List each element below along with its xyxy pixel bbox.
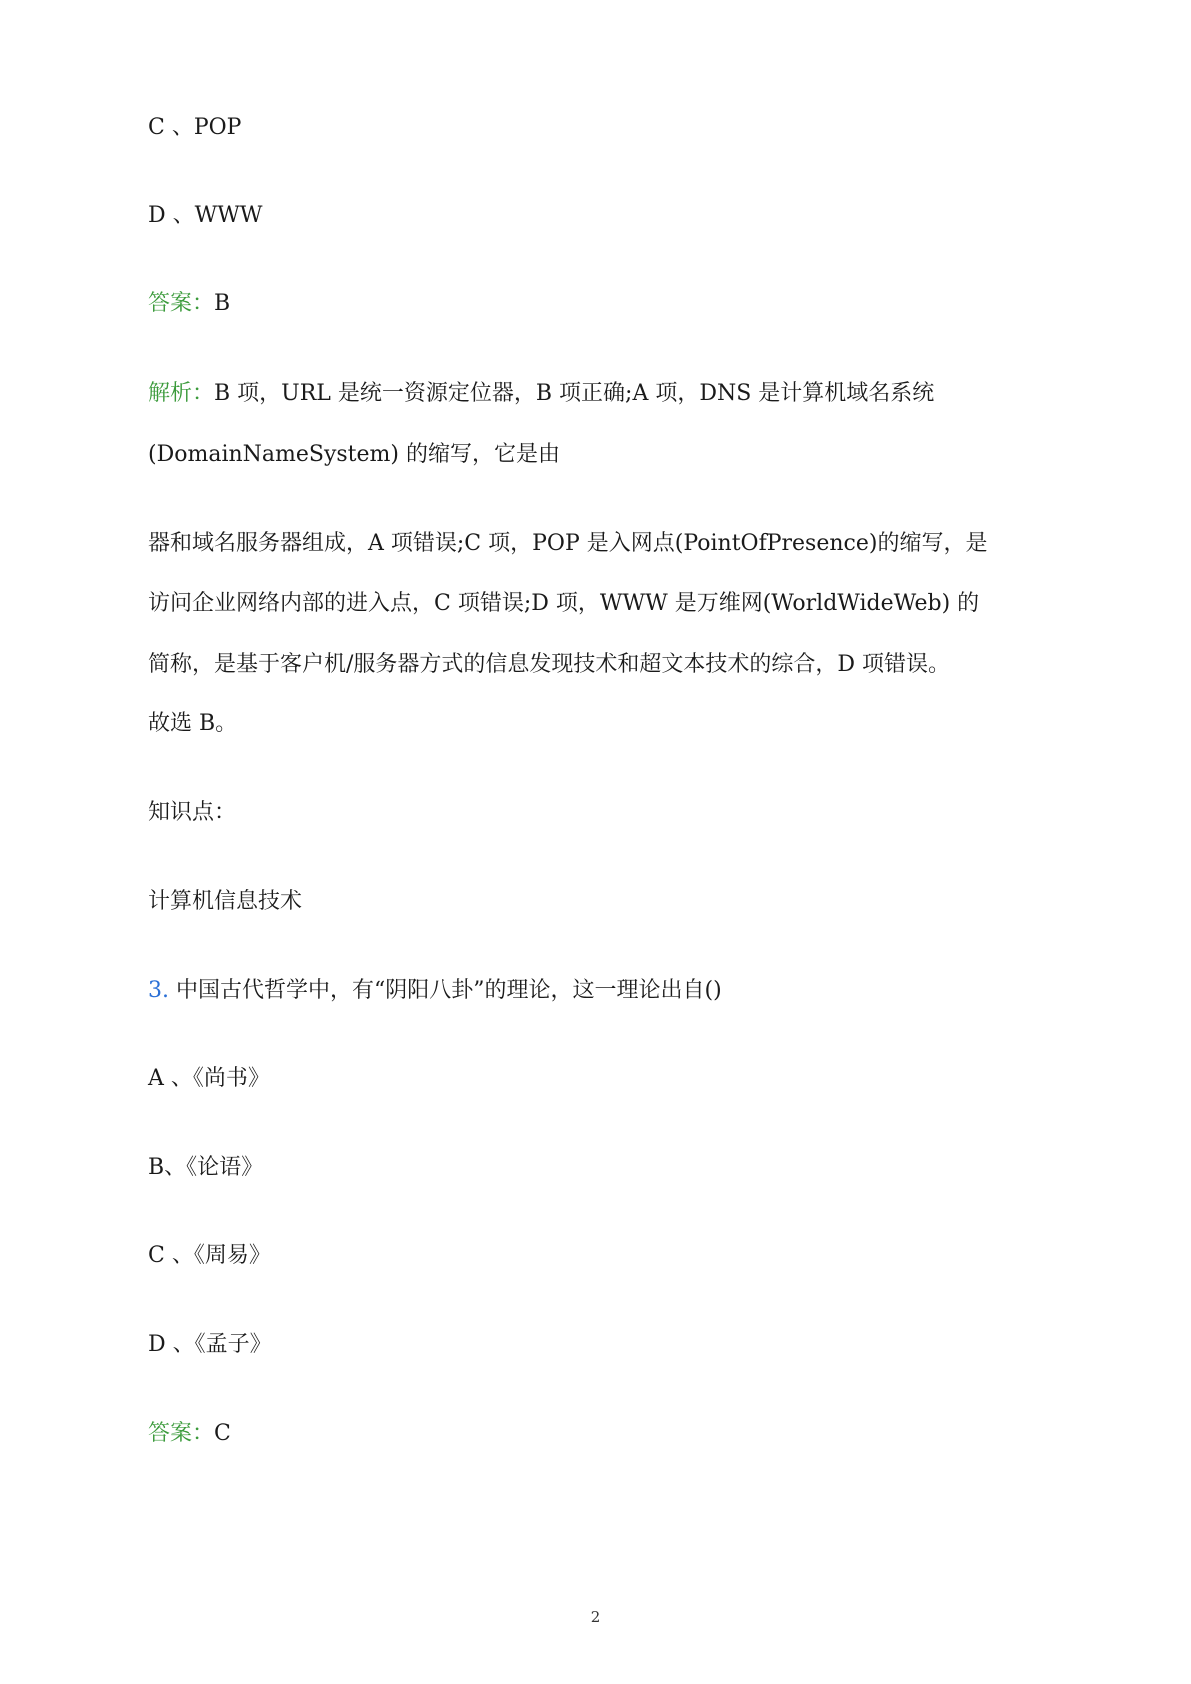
q3-answer-value: C: [214, 1421, 231, 1446]
q2-option-c: C 、POP: [148, 115, 242, 140]
q3-answer: [148, 1420, 231, 1448]
q2-answer-value: B: [214, 291, 231, 316]
q2-analysis-line-4: 访问企业网络内部的进入点，C 项错误;D 项，WWW 是万维网(WorldWideWeb) 的: [148, 591, 980, 616]
q2-analysis-label: 解析：: [148, 381, 215, 406]
q3-question: [148, 977, 722, 1005]
q2-knowledge-label: 知识点：: [148, 800, 237, 825]
q2-analysis-line-3: 器和域名服务器组成，A 项错误;C 项，POP 是入网点(PointOfPresence)的缩写，是: [148, 531, 988, 556]
q2-analysis-line-5: 简称，是基于客户机/服务器方式的信息发现技术和超文本技术的综合，D 项错误。: [148, 652, 951, 677]
q2-answer-label: 答案：: [148, 291, 215, 316]
q2-knowledge-value: 计算机信息技术: [148, 889, 303, 914]
q2-analysis-text-1: B 项，URL 是统一资源定位器，B 项正确;A 项，DNS 是计算机域名系统: [214, 381, 935, 406]
q2-analysis-line-2: (DomainNameSystem) 的缩写，它是由: [148, 442, 560, 467]
page-number: 2: [590, 1608, 601, 1626]
q2-option-d: D 、WWW: [148, 203, 263, 228]
q3-option-b: B、《论语》: [148, 1155, 264, 1180]
q3-option-d: D 、《孟子》: [148, 1332, 272, 1357]
q3-answer-label: 答案：: [148, 1421, 215, 1446]
q3-question-text: 中国古代哲学中，有“阴阳八卦”的理论，这一理论出自(): [176, 978, 722, 1003]
q3-number: 3.: [148, 978, 169, 1003]
q2-analysis-line-6: 故选 B。: [148, 711, 238, 736]
q2-answer: [148, 290, 230, 318]
q2-analysis-line-1: [148, 380, 934, 408]
q3-option-a: A 、《尚书》: [148, 1066, 270, 1091]
q3-option-c: C 、《周易》: [148, 1243, 271, 1268]
